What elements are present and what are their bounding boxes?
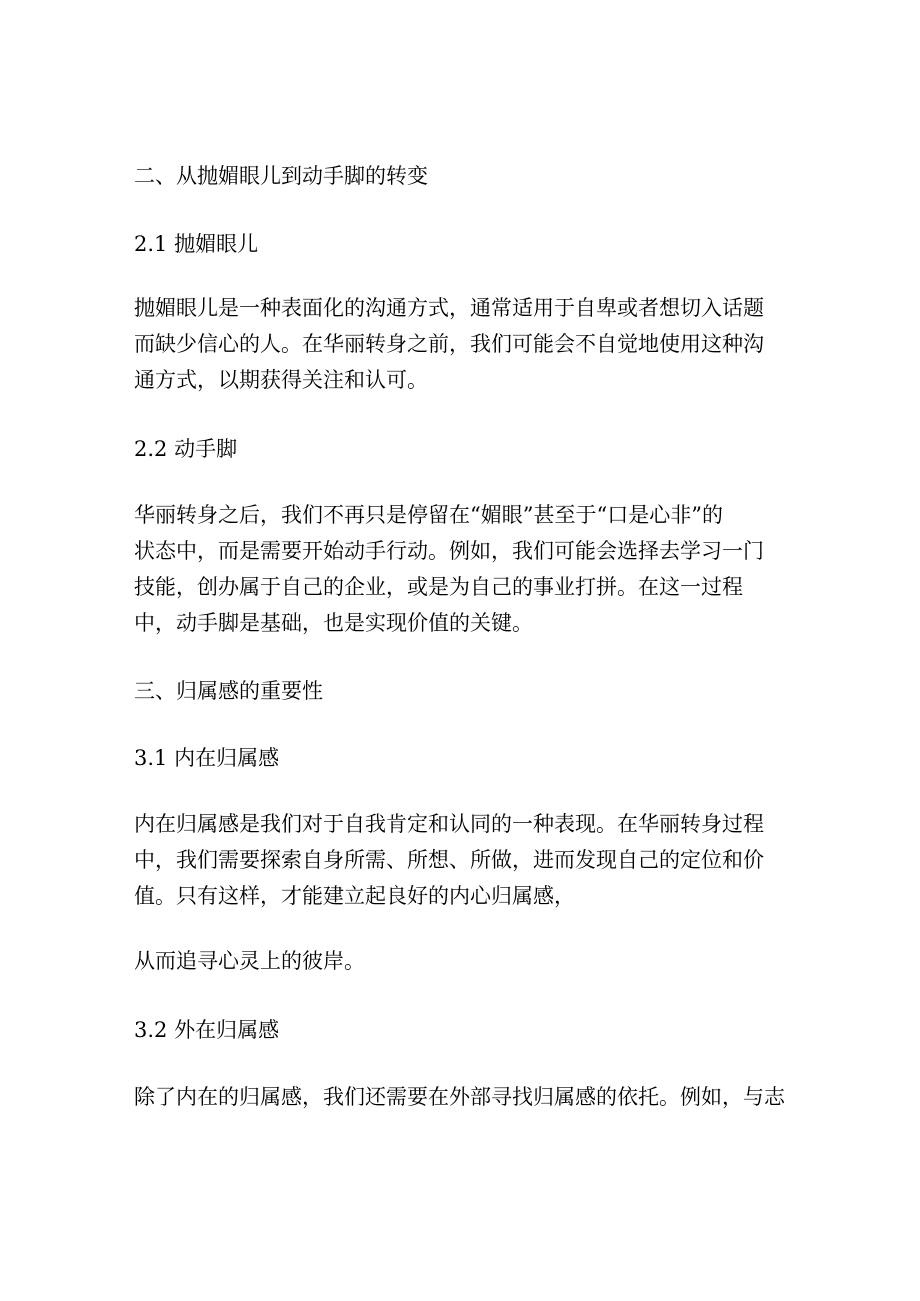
section-2-2-paragraph: 华丽转身之后，我们不再只是停留在“媚眼”甚至于“口是心非”的 状态中，而是需要开始动手行动。例如，我们可能会选择去学习一门 技能，创办属于自己的企业，或是为自己的事业打拼。在这一过程 中，动手脚是基础，也是实现价值的关键。 <box>134 503 764 635</box>
section-2-1-paragraph: 抛媚眼儿是一种表面化的沟通方式，通常适用于自卑或者想切入话题 而缺少信心的人。在华丽转身之前，我们可能会不自觉地使用这种沟 通方式，以期获得关注和认可。 <box>134 296 764 392</box>
section-2-2-heading: 2.2 动手脚 <box>134 437 238 461</box>
section-3-1-paragraph-continued: 从而追寻心灵上的彼岸。 <box>134 949 365 973</box>
section-2-heading: 二、从抛媚眼儿到动手脚的转变 <box>134 164 428 188</box>
section-3-heading: 三、归属感的重要性 <box>134 679 323 703</box>
section-3-1-paragraph: 内在归属感是我们对于自我肯定和认同的一种表现。在华丽转身过程 中，我们需要探索自身所需、所想、所做，进而发现自己的定位和价 值。只有这样，才能建立起良好的内心归属感， <box>134 812 764 908</box>
section-3-2-paragraph: 除了内在的归属感，我们还需要在外部寻找归属感的依托。例如，与志 <box>134 1085 785 1109</box>
section-2-1-heading: 2.1 抛媚眼儿 <box>134 232 259 256</box>
section-3-1-heading: 3.1 内在归属感 <box>134 746 280 770</box>
section-3-2-heading: 3.2 外在归属感 <box>134 1018 280 1042</box>
